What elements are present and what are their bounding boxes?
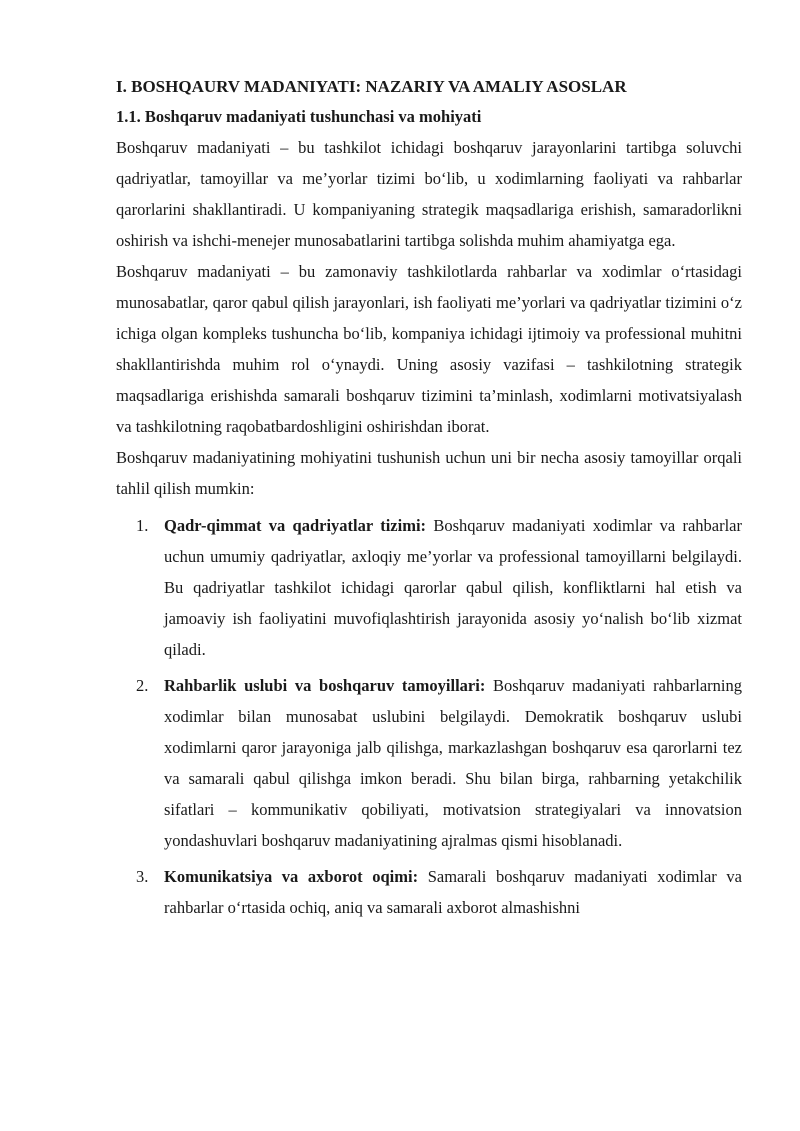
list-item	[136, 670, 742, 856]
list-item-title: Qadr-qimmat va qadriyatlar tizimi:	[164, 516, 427, 535]
paragraph-1: Boshqaruv madaniyati – bu tashkilot ichidagi boshqaruv jarayonlarini tartibga soluvchi qadriyatlar, tamoyillar va me’yorlar tizimi bo‘lib, u xodimlarning faoliyati va rahbarlar qarorlarini shakllantiradi. U kompaniyaning strategik maqsadlariga erishish, samaradorlikni oshirish va ishchi-menejer munosabatlarini tartibga solishda muhim ahamiyatga ega.	[116, 138, 742, 250]
list-item-text: Boshqaruv madaniyati xodimlar va rahbarlar uchun umumiy qadriyatlar, axloqiy me’yorlar va professional tamoyillarni belgilaydi. Bu qadriyatlar tashkilot ichidagi qarorlar qabul qilish, konfliktlarni hal etish va jamoaviy ish faoliyatini muvofiqlashtirish jarayonida asosiy yo‘nalish bo‘lib xizmat qiladi.	[164, 516, 742, 659]
list-item-title: Komunikatsiya va axborot oqimi:	[164, 867, 419, 886]
list-item-text: Samarali boshqaruv madaniyati xodimlar va rahbarlar o‘rtasida ochiq, aniq va samarali axborot almashishni	[164, 867, 742, 917]
list-item	[136, 861, 742, 923]
section-heading: I. BOSHQAURV MADANIYATI: NAZARIY VA AMALIY ASOSLAR	[116, 77, 627, 96]
list-item-number: 2.	[136, 676, 149, 695]
list-item-text: Boshqaruv madaniyati rahbarlarning xodimlar bilan munosabat uslubini belgilaydi. Demokratik boshqaruv uslubi xodimlarni qaror jarayoniga jalb qilishga, markazlashgan boshqaruv esa qarorlarni tez va samarali qabul qilishga imkon beradi. Shu bilan birga, rahbarning yetakchilik sifatlari – kommunikativ qobiliyati, motivatsion strategiyalari va innovatsion yondashuvlari boshqaruv madaniyatining ajralmas qismi hisoblanadi.	[164, 676, 742, 850]
paragraph-2: Boshqaruv madaniyati – bu zamonaviy tashkilotlarda rahbarlar va xodimlar o‘rtasidagi munosabatlar, qaror qabul qilish jarayonlari, ish faoliyati me’yorlari va qadriyatlar tizimini o‘z ichiga olgan kompleks tushuncha bo‘lib, kompaniya ichidagi ijtimoiy va professional muhitni shakllantirishda muhim rol o‘ynaydi. Uning asosiy vazifasi – tashkilotning strategik maqsadlariga erishishda samarali boshqaruv tizimini ta’minlash, xodimlarni motivatsiyalash va tashkilotning raqobatbardoshligini oshirishdan iborat.	[116, 262, 742, 436]
list-item-title: Rahbarlik uslubi va boshqaruv tamoyillari:	[164, 676, 486, 695]
list-item	[136, 510, 742, 665]
list-item-number: 1.	[136, 516, 149, 535]
paragraph-3: Boshqaruv madaniyatining mohiyatini tushunish uchun uni bir necha asosiy tamoyillar orqali tahlil qilish mumkin:	[116, 448, 742, 498]
principles-list	[116, 510, 742, 923]
subsection-heading: 1.1. Boshqaruv madaniyati tushunchasi va mohiyati	[116, 107, 482, 126]
list-item-number: 3.	[136, 867, 149, 886]
